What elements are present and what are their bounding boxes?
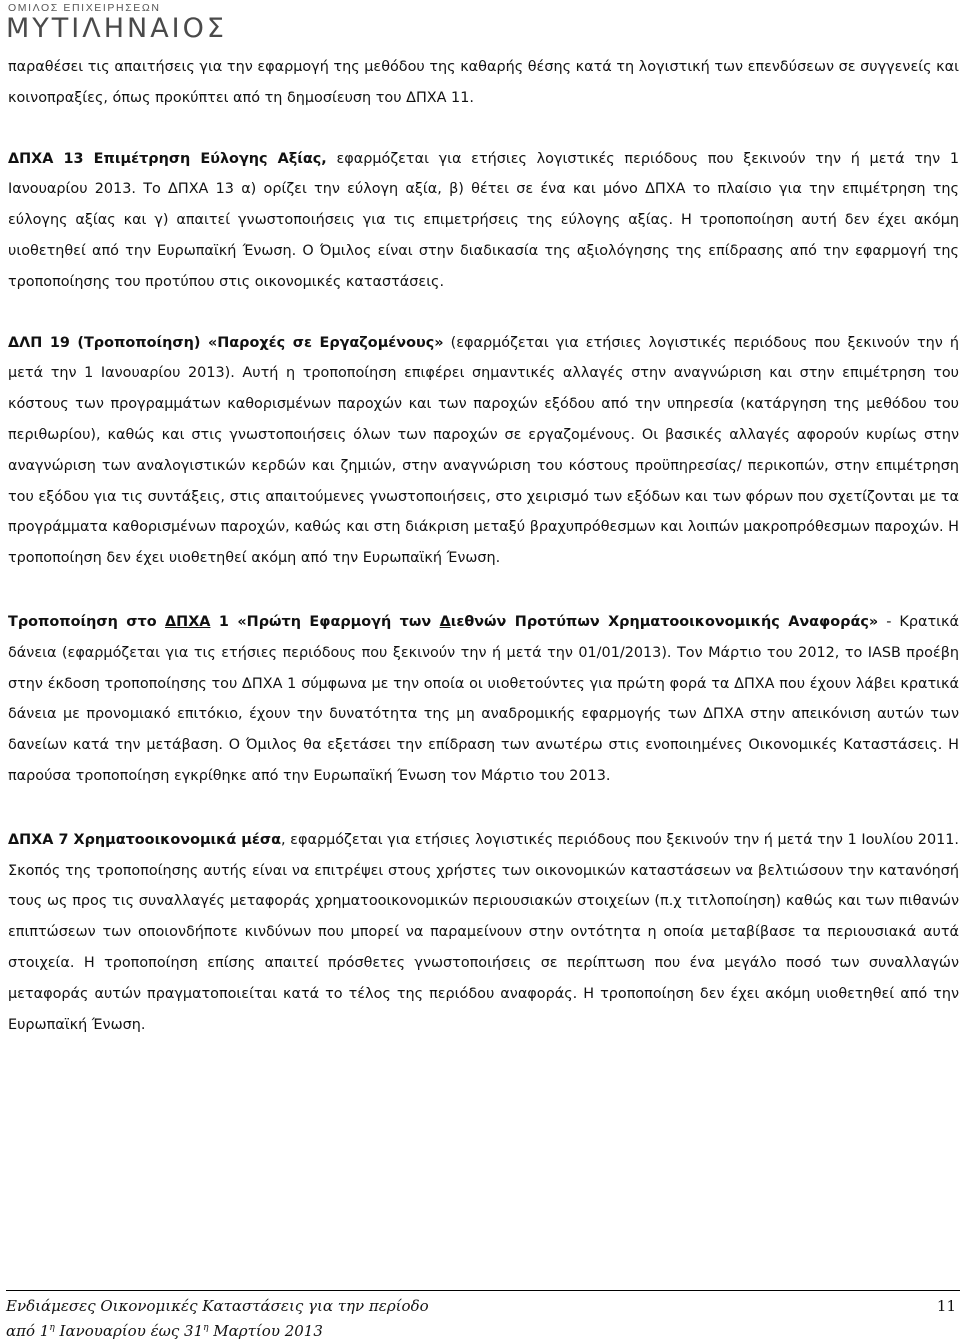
heading-ifrs7: ΔΠΧΑ 7 Χρηματοοικονομικά μέσα: [8, 831, 282, 848]
heading-ifrs1-underlined-2: Δ: [439, 613, 451, 630]
text-ias19: (εφαρμόζεται για ετήσιες λογιστικές περιόδους που ξεκινούν την ή μετά την 1 Ιανουαρίου 2013). Αυτή η τροποποίηση επιφέρει σημαντικές αλλαγές στην αναγνώριση και στην επιμέτρηση του κόστους των προγραμμάτων καθορισμένων παροχών και των παροχών εξόδου από την υπηρεσία (κατάργηση της μεθόδου του περιθωρίου), καθώς και στις γνωστοποιήσεις όλων των παροχών σε εργαζομένους. Οι βασικές αλλαγές αφορούν κυρίως στην αναγνώριση των αναλογιστικών κερδών και ζημιών, στην αναγνώριση του κόστους προϋπηρεσίας/ περικοπών, στην επιμέτρηση του εξόδου για τις συντάξεις, στις απαιτούμενες γνωστοποιήσεις, στο χειρισμό των εξόδων και των φόρων που σχετίζονται με τα προγράμματα καθορισμένων παροχών, καθώς και στη διάκριση μεταξύ βραχυπρόθεσμων και λοιπών μακροπρόθεσμων παροχών. Η τροποποίηση δεν έχει υιοθετηθεί ακόμη από την Ευρωπαϊκή Ένωση.: [8, 334, 959, 567]
heading-ifrs13: ΔΠΧΑ 13 Επιμέτρηση Εύλογης Αξίας,: [8, 150, 327, 167]
page-number: 11: [936, 1297, 956, 1315]
text-ifrs1: - Κρατικά δάνεια (εφαρμόζεται για τις ετήσιες περιόδους που ξεκινούν την ή μετά την 01/01/2013). Τον Μάρτιο του 2012, το IASB προέβη στην έκδοση τροποποίησης του ΔΠΧΑ 1 σύμφωνα με την οποία οι υιοθετούντες για πρώτη φορά τα ΔΠΧΑ που έχουν λάβει κρατικά δάνεια με προνομιακό επιτόκιο, έχουν την δυνατότητα της μη αναδρομικής εφαρμογής των ΔΠΧΑ στην απεικόνιση αυτών των δανείων κατά την μετάβαση. Ο Όμιλος θα εξετάσει την επίδραση των ανωτέρω στις ενοποιημένες Οικονομικές Καταστάσεις. Η παρούσα τροποποίηση εγκρίθηκε από την Ευρωπαϊκή Ένωση τον Μάρτιο του 2013.: [8, 613, 959, 784]
footer-line-1: Ενδιάμεσες Οικονομικές Καταστάσεις για την περίοδο: [6, 1297, 429, 1315]
text-ifrs13: εφαρμόζεται για ετήσιες λογιστικές περιόδους που ξεκινούν την ή μετά την 1 Ιανουαρίου 2013. Το ΔΠΧΑ 13 α) ορίζει την εύλογη αξία, β) θέτει σε ένα και μόνο ΔΠΧΑ το πλαίσιο για την επιμέτρηση της εύλογης αξίας και γ) απαιτεί γνωστοποιήσεις για τις επιμετρήσεις της εύλογης αξίας. Η τροποποίηση αυτή δεν έχει ακόμη υιοθετηθεί από την Ευρωπαϊκή Ένωση. Ο Όμιλος είναι στην διαδικασία της αξιολόγησης της επίδρασης από την εφαρμογή της τροποποίησης του προτύπου στις οικονομικές καταστάσεις.: [8, 150, 959, 290]
footer-line-2-c: Μαρτίου 2013: [208, 1322, 323, 1340]
paragraph-ifrs1: [8, 607, 959, 792]
footer-line-2-b: Ιανουαρίου έως 31: [54, 1322, 204, 1340]
footer-line-2-a: από 1: [6, 1322, 50, 1340]
document-body: [8, 52, 959, 1040]
heading-ifrs1-part-b: 1 «Πρώτη Εφαρμογή των: [210, 613, 440, 630]
paragraph-ifrs7: [8, 825, 959, 1041]
logo-title: ΜΥΤΙΛΗΝΑΙΟΣ: [6, 13, 227, 44]
footer-sup-1: η: [49, 1323, 55, 1333]
footer-sup-2: η: [203, 1323, 209, 1333]
heading-ifrs1-part-c: ιεθνών Προτύπων Χρηματοοικονομικής Αναφοράς»: [450, 613, 879, 630]
footer-line-2: [6, 1319, 429, 1344]
logo-subtitle: ΟΜΙΛΟΣ ΕΠΙΧΕΙΡΗΣΕΩΝ: [8, 2, 161, 14]
heading-ifrs1: [8, 614, 878, 630]
company-logo: [6, 2, 276, 46]
footer-divider: [6, 1290, 960, 1291]
footer-caption: [6, 1294, 429, 1344]
heading-ifrs1-part-a: Τροποποίηση στο: [8, 613, 166, 630]
heading-ias19: ΔΛΠ 19 (Τροποποίηση) «Παροχές σε Εργαζομένους»: [8, 334, 444, 351]
text-ifrs7: , εφαρμόζεται για ετήσιες λογιστικές περιόδους που ξεκινούν την ή μετά την 1 Ιουλίου 2011. Σκοπός της τροποποίησης αυτής είναι να επιτρέψει στους χρήστες των οικονομικών καταστάσεων να βελτιώσουν την κατανόησή τους ως προς τις συναλλαγές μεταφοράς χρηματοοικονομικών περιουσιακών στοιχείων (π.χ τιτλοποίηση) καθώς και των πιθανών επιπτώσεων των οποιονδήποτε κινδύνων που μπορεί να παραμείνουν στην οντότητα η οποία μεταβίβασε τα περιουσιακά αυτά στοιχεία. Η τροποποίηση επίσης απαιτεί πρόσθετες γνωστοποιήσεις σε περίπτωση που ένα μεγάλο ποσό των συναλλαγών μεταφοράς αυτών πραγματοποιείται κατά το τέλος της περιόδου αναφοράς. Η τροποποίηση δεν έχει ακόμη υιοθετηθεί από την Ευρωπαϊκή Ένωση.: [8, 831, 960, 1033]
heading-ifrs1-underlined-1: ΔΠΧΑ: [165, 613, 211, 630]
paragraph-ias19: [8, 328, 959, 574]
paragraph-equity-method: παραθέσει τις απαιτήσεις για την εφαρμογή της μεθόδου της καθαρής θέσης κατά τη λογιστική των επενδύσεων σε συγγενείς και κοινοπραξίες, όπως προκύπτει από τη δημοσίευση του ΔΠΧΑ 11.: [8, 59, 959, 106]
paragraph-ifrs13: [8, 144, 959, 298]
